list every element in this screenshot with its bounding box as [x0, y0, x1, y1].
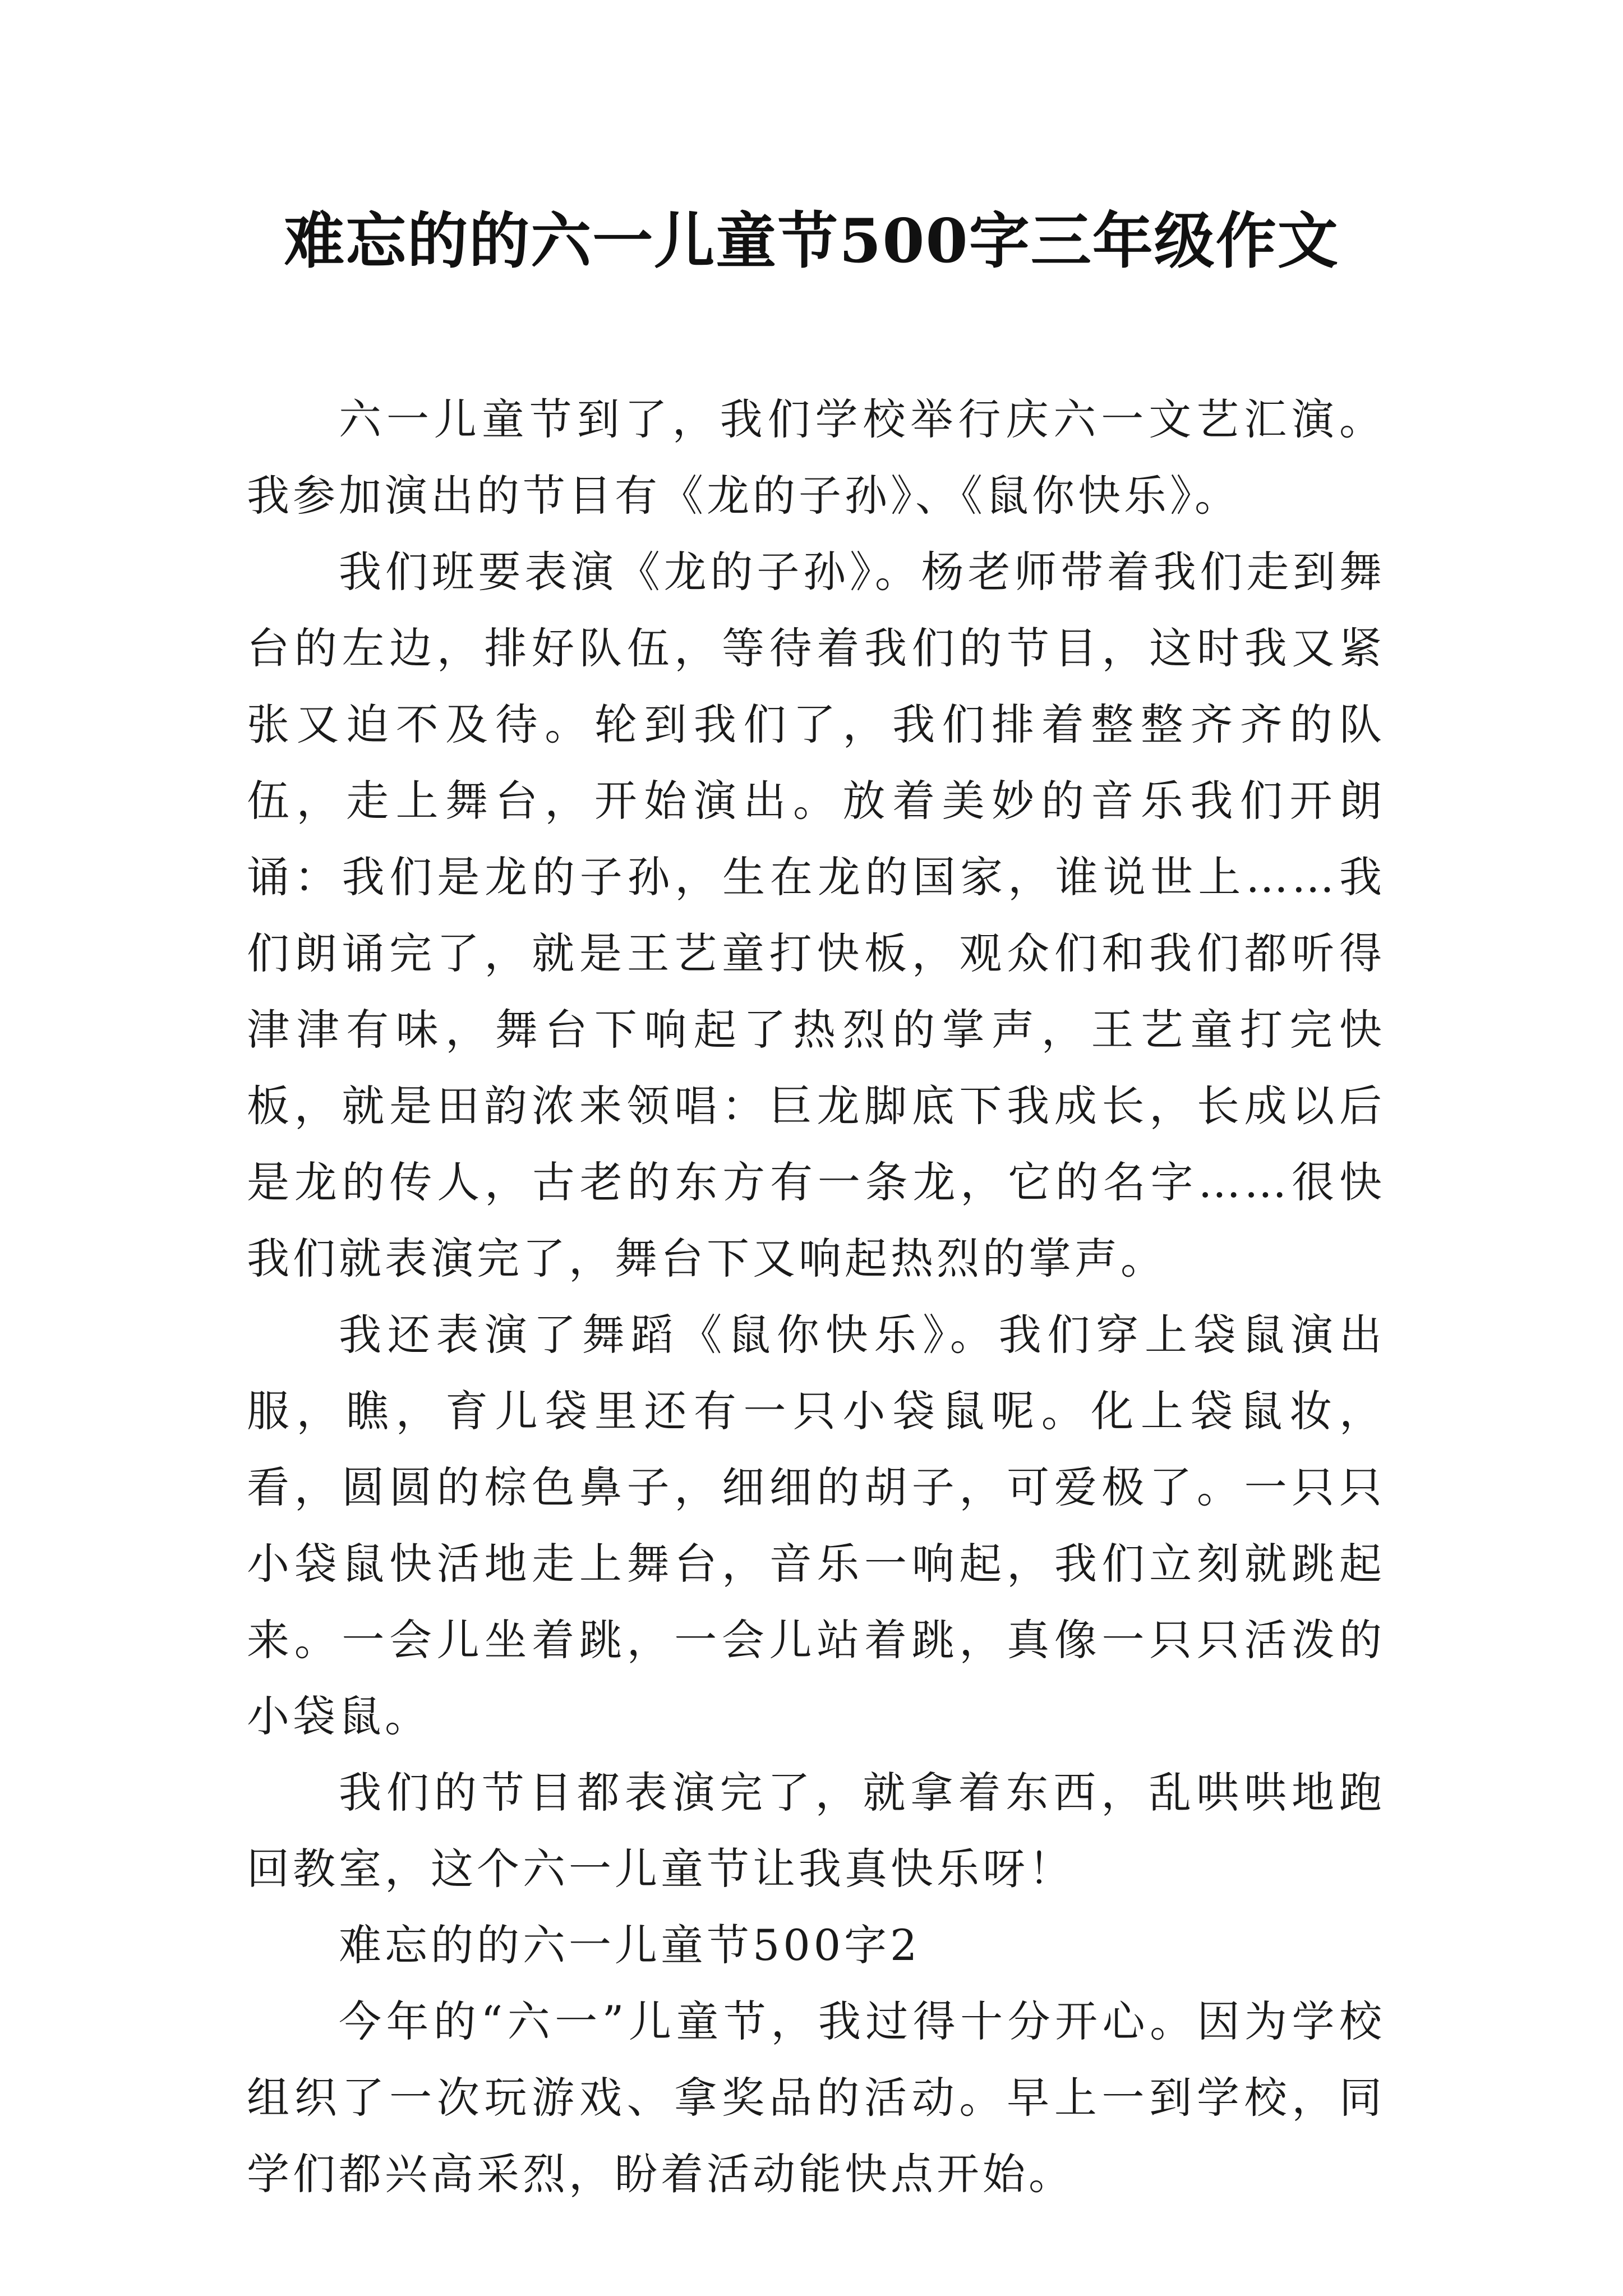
paragraph: 今年的“六一”儿童节，我过得十分开心。因为学校组织了一次玩游戏、拿奖品的活动。早上一到学校，同学们都兴高采烈，盼着活动能快点开始。	[247, 1996, 1385, 2199]
paragraph: 六一儿童节到了，我们学校举行庆六一文艺汇演。我参加演出的节目有《龙的子孙》、《鼠你快乐》。	[247, 394, 1385, 521]
section-heading: 难忘的的六一儿童节500字2	[339, 1920, 921, 1970]
paragraph: 我们班要表演《龙的子孙》。杨老师带着我们走到舞台的左边，排好队伍，等待着我们的节目，这时我又紧张又迫不及待。轮到我们了，我们排着整整齐齐的队伍，走上舞台，开始演出。放着美妙的音乐我们开朗诵：我们是龙的子孙，生在龙的国家，谁说世上……我们朗诵完了，就是王艺童打快板，观众们和我们都听得津津有味，舞台下响起了热烈的掌声，王艺童打完快板，就是田韵浓来领唱：巨龙脚底下我成长，长成以后是龙的传人，古老的东方有一条龙，它的名字……很快我们就表演完了，舞台下又响起热烈的掌声。	[247, 547, 1385, 1283]
document-body	[247, 381, 1385, 2212]
document-title: 难忘的的六一儿童节500字三年级作文	[284, 206, 1339, 277]
paragraph: 我们的节目都表演完了，就拿着东西，乱哄哄地跑回教室，这个六一儿童节让我真快乐呀！	[247, 1768, 1385, 1894]
paragraph: 我还表演了舞蹈《鼠你快乐》。我们穿上袋鼠演出服，瞧，育儿袋里还有一只小袋鼠呢。化上袋鼠妆，看，圆圆的棕色鼻子，细细的胡子，可爱极了。一只只小袋鼠快活地走上舞台，音乐一响起，我们立刻就跳起来。一会儿坐着跳，一会儿站着跳，真像一只只活泼的小袋鼠。	[247, 1310, 1385, 1741]
